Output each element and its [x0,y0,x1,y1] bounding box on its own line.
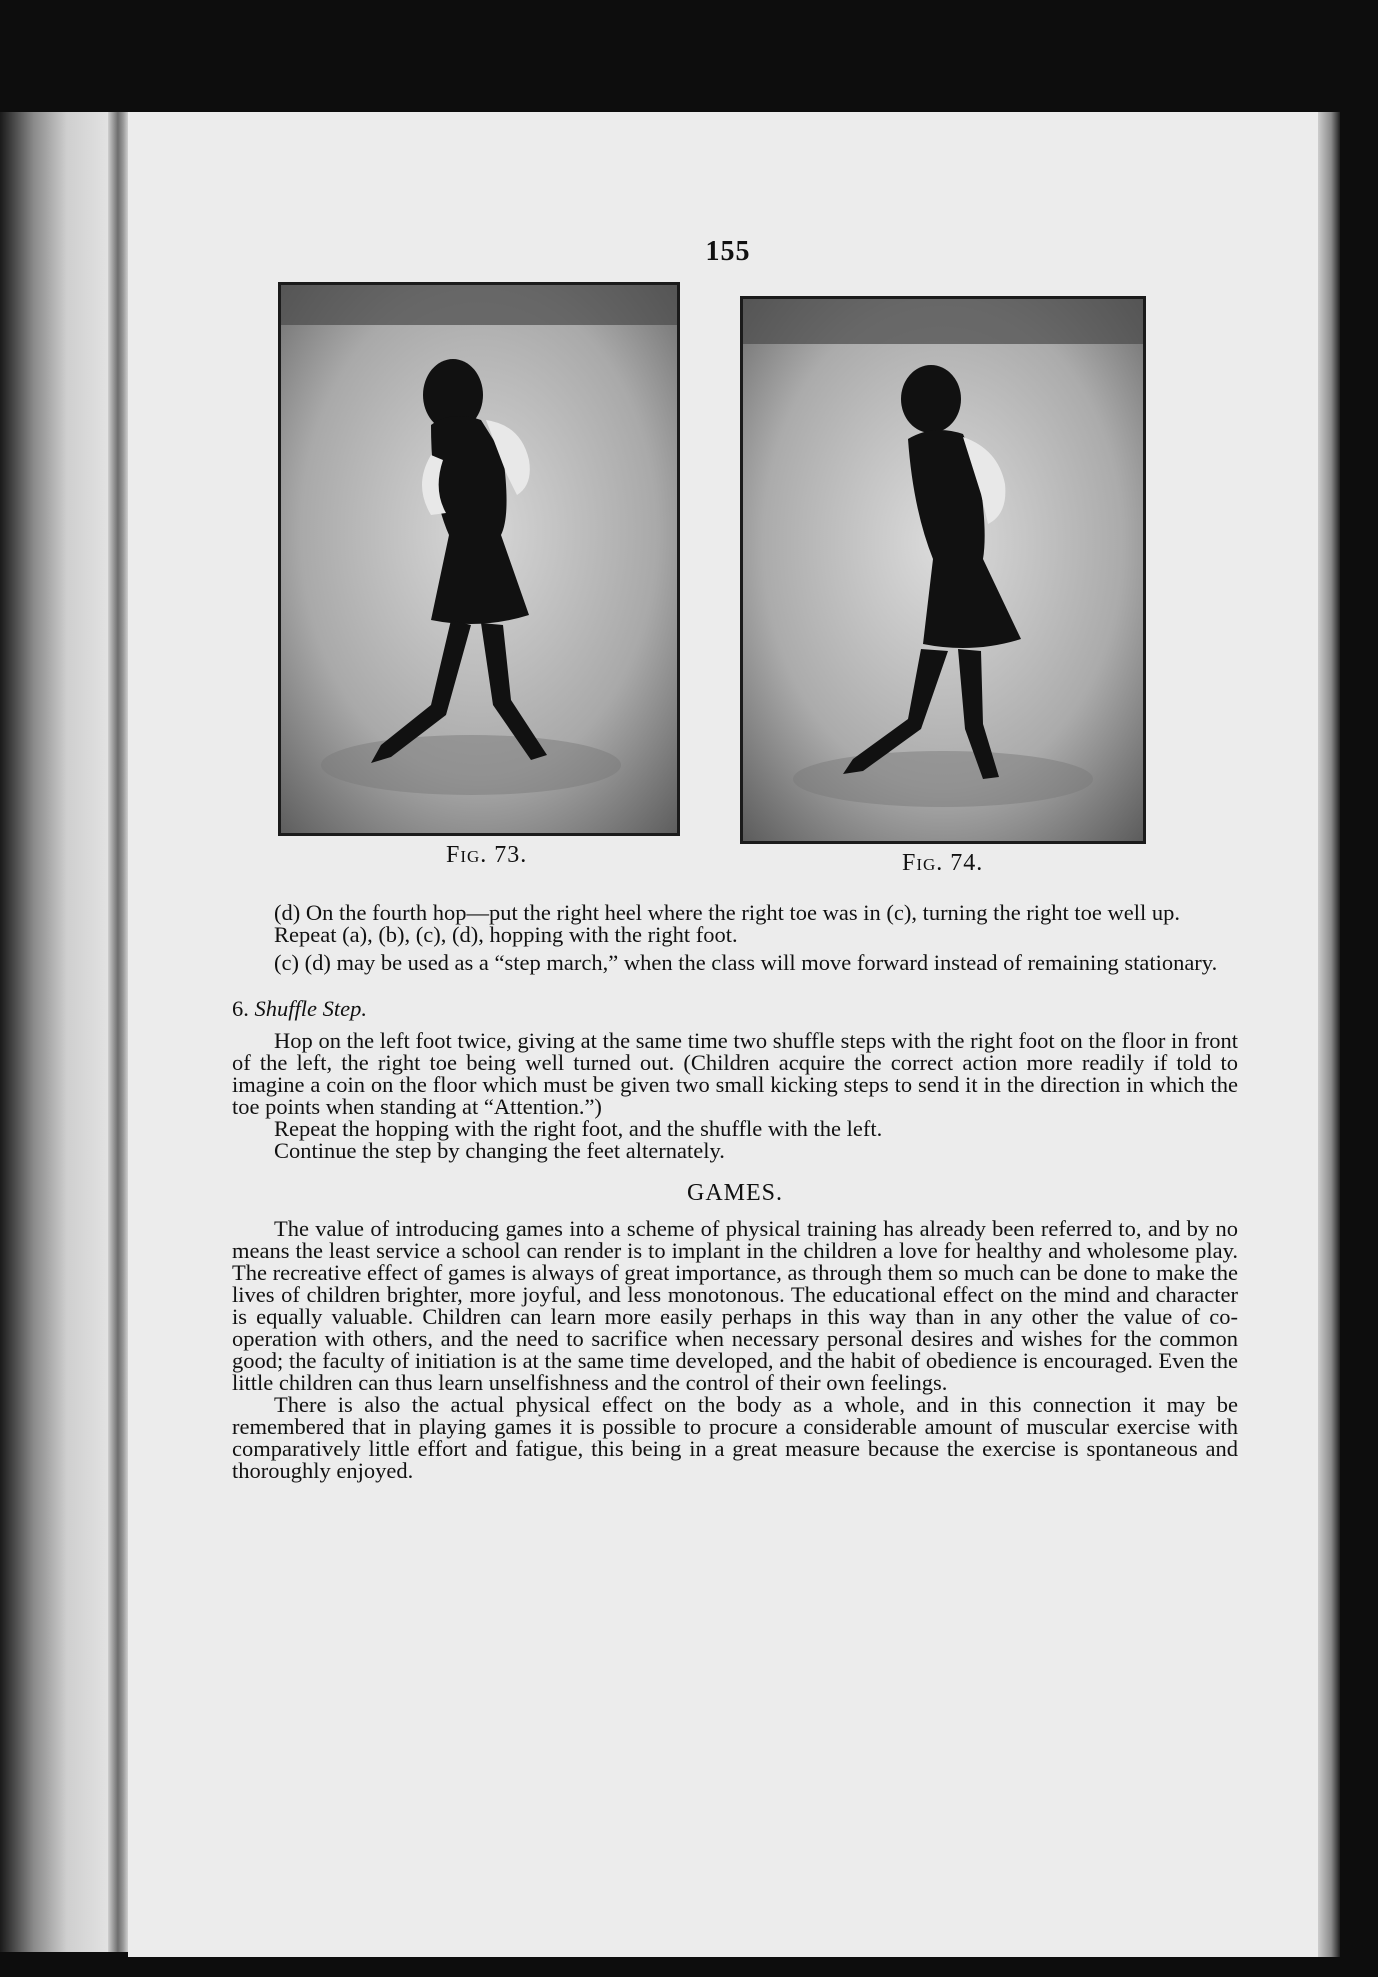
book-page [128,112,1328,1957]
paragraph: Repeat the hopping with the right foot, and the shuffle with the left. [274,1116,883,1141]
games-heading [232,1182,1238,1204]
paragraph: The value of introducing games into a scheme of physical training has already been referred to, and by no means the least service a school can render is to implant in the children a love for healthy and wholesome play. The recreative effect of games is always of great importance, as through them so much can be done to make the lives of children brighter, more joyful, and less monotonous. The educational effect on the mind and character is equally valuable. Children can learn more easily perhaps in this way than in any other the value of co-operation with others, and the need to sacrifice when necessary personal desires and wishes for the common good; the faculty of initiation is at the same time developed, and the habit of obedience is encouraged. Even the little children can thus learn unselfishness and the control of their own feelings. [232,1216,1238,1395]
body-text [232,902,1238,1482]
figure-74-caption: Fig. 74. [902,850,984,876]
paragraph: Continue the step by changing the feet alternately. [274,1138,725,1163]
paragraph: Repeat (a), (b), (c), (d), hopping with the right foot. [274,922,738,947]
section-number: 6. [232,996,249,1021]
games-heading-text: GAMES. [686,1180,783,1206]
paragraph: Hop on the left foot twice, giving at the same time two shuffle steps with the right foot on the floor in front of the left, the right toe being well turned out. (Children acquire the correct action more readily if told to imagine a coin on the floor which must be given two small kicking steps to send it in the direction in which the toe points when standing at “Attention.”) [232,1028,1238,1119]
paragraph: (d) On the fourth hop—put the right heel where the right toe was in (c), turning the right toe well up. [274,900,1181,925]
figure-74-photo [740,296,1146,844]
paragraph: There is also the actual physical effect on the body as a whole, and in this connection it may be remembered that in playing games it is possible to procure a considerable amount of muscular exercise with comparatively little effort and fatigue, this being in a great measure because the exercise is spontaneous and thoroughly enjoyed. [232,1392,1238,1483]
book-spine [108,112,130,1952]
figure-73-caption: Fig. 73. [446,842,528,868]
page-right-edge [1318,112,1340,1957]
section-heading-shuffle-step [232,998,1238,1020]
facing-page-edge [0,112,112,1952]
section-title: Shuffle Step. [254,996,367,1021]
figure-73-photo [278,282,680,836]
page-number: 155 [705,236,751,267]
paragraph: (c) (d) may be used as a “step march,” when the class will move forward instead of remaining stationary. [274,950,1218,975]
